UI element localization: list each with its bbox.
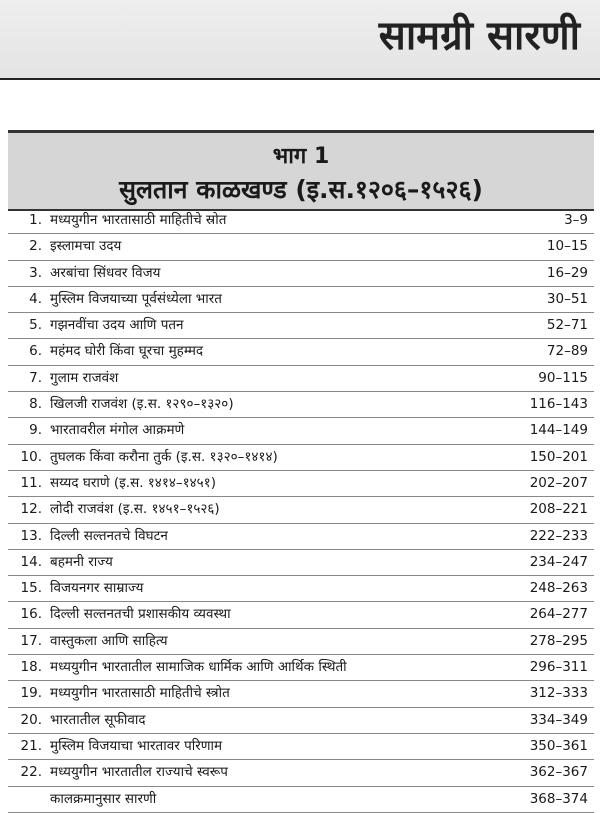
toc-entry (8, 287, 594, 313)
entry-title: अरबांचा सिंधवर विजय (50, 264, 161, 281)
entry-pages: 362–367 (529, 764, 588, 781)
entry-number: 2. (29, 238, 42, 255)
entry-pages: 248–263 (529, 580, 588, 597)
entry-pages: 3–9 (564, 212, 588, 228)
entry-number: 19. (20, 685, 42, 702)
entry-number: 20. (20, 711, 42, 728)
toc-entry (8, 471, 594, 497)
entry-pages: 116–143 (529, 396, 588, 413)
entry-number: 13. (20, 527, 42, 544)
entry-number: 10. (20, 448, 42, 465)
entry-title: लोदी राजवंश (इ.स. १४५१–१५२६) (50, 501, 220, 518)
entry-pages: 208–221 (529, 501, 588, 518)
entry-pages: 150–201 (529, 448, 588, 465)
toc-entry (8, 655, 594, 681)
entry-pages: 264–277 (529, 606, 588, 623)
entry-pages: 52–71 (546, 317, 588, 334)
part-header (8, 130, 594, 211)
entry-number: 6. (29, 343, 42, 360)
entry-number: 16. (20, 606, 42, 623)
toc-entry (8, 760, 594, 786)
toc-entry (8, 524, 594, 550)
entry-title: बहमनी राज्य (50, 553, 113, 570)
entry-pages: 202–207 (529, 474, 588, 491)
entry-title: खिलजी राजवंश (इ.स. १२९०–१३२०) (50, 396, 234, 413)
entry-number: 11. (20, 474, 42, 491)
entry-pages: 72–89 (546, 343, 588, 360)
entry-title: मध्ययुगीन भारतातील राज्याचे स्वरूप (50, 764, 228, 781)
entry-title: दिल्ली सल्तनतची प्रशासकीय व्यवस्था (50, 606, 231, 623)
entry-number: 8. (29, 396, 42, 413)
entry-number: 14. (20, 553, 42, 570)
toc-entry (8, 681, 594, 707)
entry-pages: 16–29 (546, 264, 588, 281)
page-title: सामग्री सारणी (378, 13, 580, 59)
entry-pages: 222–233 (529, 527, 588, 544)
entry-number: 21. (20, 737, 42, 754)
toc-entry (8, 602, 594, 628)
toc-list (8, 208, 594, 813)
entry-number: 5. (29, 317, 42, 334)
entry-number: 15. (20, 580, 42, 597)
entry-title: तुघलक किंवा करौना तुर्क (इ.स. १३२०–१४१४) (50, 448, 278, 465)
toc-entry (8, 366, 594, 392)
entry-number: 17. (20, 632, 42, 649)
toc-entry (8, 208, 594, 234)
toc-entry (8, 234, 594, 260)
toc-entry (8, 734, 594, 760)
toc-entry (8, 392, 594, 418)
toc-entry (8, 550, 594, 576)
entry-title: मध्ययुगीन भारतासाठी माहितीचे स्रोत (50, 212, 227, 228)
entry-title: सय्यद घराणे (इ.स. १४१४–१४५१) (50, 474, 216, 491)
entry-number: 1. (29, 212, 42, 228)
toc-entry (8, 313, 594, 339)
entry-title: विजयनगर साम्राज्य (50, 580, 144, 597)
toc-entry (8, 339, 594, 365)
entry-title: मुस्लिम विजयाच्या पूर्वसंध्येला भारत (50, 290, 222, 307)
part-label: भाग 1 (272, 144, 330, 169)
header-band (0, 0, 600, 80)
entry-title: गुलाम राजवंश (50, 369, 119, 386)
entry-number: 4. (29, 290, 42, 307)
entry-pages: 30–51 (546, 290, 588, 307)
entry-number: 3. (29, 264, 42, 281)
entry-title: वास्तुकला आणि साहित्य (50, 632, 168, 649)
toc-entry (8, 787, 594, 813)
entry-title: महंमद घोरी किंवा घूरचा मुहम्मद (50, 343, 204, 360)
entry-title: कालक्रमानुसार सारणी (50, 790, 157, 807)
entry-pages: 296–311 (529, 659, 588, 676)
entry-number: 22. (20, 764, 42, 781)
toc-entry (8, 576, 594, 602)
entry-pages: 144–149 (529, 422, 588, 439)
entry-number: 12. (20, 501, 42, 518)
toc-entry (8, 708, 594, 734)
entry-pages: 90–115 (538, 369, 588, 386)
toc-entry (8, 261, 594, 287)
entry-pages: 368–374 (529, 790, 588, 807)
part-title: सुलतान काळखण्ड (इ.स.१२०६–१५२६) (119, 175, 483, 204)
entry-title: मध्ययुगीन भारतातील सामाजिक धार्मिक आणि आर्थिक स्थिती (50, 659, 347, 676)
entry-number: 7. (29, 369, 42, 386)
toc-entry (8, 497, 594, 523)
entry-title: दिल्ली सल्तनतचे विघटन (50, 527, 168, 544)
entry-title: मुस्लिम विजयाचा भारतावर परिणाम (50, 737, 223, 754)
entry-title: मध्ययुगीन भारतासाठी माहितीचे स्त्रोत (50, 685, 230, 702)
entry-title: भारतातील सूफीवाद (50, 711, 146, 728)
entry-pages: 312–333 (529, 685, 588, 702)
entry-title: भारतावरील मंगोल आक्रमणे (50, 422, 185, 439)
entry-title: गझनवींचा उदय आणि पतन (50, 317, 184, 334)
entry-pages: 278–295 (529, 632, 588, 649)
entry-number: 9. (29, 422, 42, 439)
entry-pages: 10–15 (546, 238, 588, 255)
entry-number: 18. (20, 659, 42, 676)
entry-pages: 334–349 (529, 711, 588, 728)
entry-title: इस्लामचा उदय (50, 238, 122, 255)
toc-entry (8, 418, 594, 444)
toc-entry (8, 629, 594, 655)
toc-entry (8, 445, 594, 471)
entry-pages: 234–247 (529, 553, 588, 570)
entry-pages: 350–361 (529, 737, 588, 754)
